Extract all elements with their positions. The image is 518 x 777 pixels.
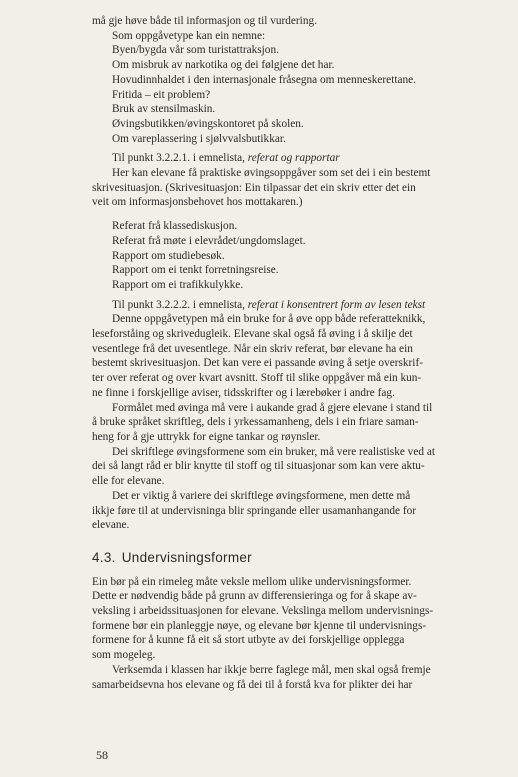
section-referat-konsentrert <box>92 298 502 533</box>
paragraph-line: formene for å kunne få eit så stort utbyte av dei forskjellige opplegga <box>92 634 405 647</box>
list-item: Referat frå møte i elevrådet/ungdomslaget. <box>112 234 306 247</box>
list-item: Om misbruk av narkotika og dei følgjene det har. <box>112 59 335 72</box>
section-number: 4.3. <box>92 549 116 565</box>
example-list-2 <box>92 219 502 293</box>
section-title: Undervisningsformer <box>121 549 252 565</box>
section-undervisningsformer <box>92 575 502 693</box>
paragraph-line: dei så langt råd er blir knytte til stoff og til situasjonar som kan vere aktu- <box>92 460 425 473</box>
list-item: Rapport om ei trafikkulykke. <box>112 278 244 291</box>
paragraph-line: ikkje føre til at undervisninga blir springande eller usamanhangande for <box>92 504 417 517</box>
list-item: Fritida – eit problem? <box>112 88 211 101</box>
list-item: Hovudinnhaldet i den internasjonale fråsegna om menneskerettane. <box>112 73 416 86</box>
paragraph-line: Dette er nødvendig både på grunn av differensieringa og for å skape av- <box>92 590 417 603</box>
paragraph-line: elevane. <box>92 519 130 532</box>
list-item: Bruk av stensilmaskin. <box>112 103 216 116</box>
paragraph-line: heng for å gje uttrykk for eigne tankar og røynsler. <box>92 430 321 443</box>
paragraph-line: skrivesituasjon. (Skrivesituasjon: Ein tilpassar det ein skriv etter det ein <box>92 181 416 194</box>
list-item: Referat frå klassediskusjon. <box>112 220 238 233</box>
paragraph-line: bestemt skrivesituasjon. Det kan vere ei passande øving å setje overskrif- <box>92 357 423 370</box>
paragraph-line: leseforståing og skrivedugleik. Elevane skal også få øving i å skilje det <box>92 328 413 341</box>
example-list-1 <box>92 29 502 147</box>
section-referat-rapportar <box>92 151 502 210</box>
section-lead <box>92 298 502 313</box>
paragraph-line: å bruke språket skriftleg, dels i yrkessamanheng, dels i ein friare saman- <box>92 416 419 429</box>
paragraph-line: Her kan elevane få praktiske øvingsoppgåver som set dei i ein bestemt <box>112 167 431 180</box>
paragraph-line: veksling i arbeidssituasjonen for elevane. Vekslinga mellom undervisnings- <box>92 605 434 618</box>
section-lead <box>92 151 502 166</box>
section-lead-italic: referat i konsentrert form av lesen tekst <box>247 298 426 311</box>
paragraph-line: veit om informasjonsbehovet hos mottakaren.) <box>92 196 303 209</box>
list-item: Øvingsbutikken/øvingskontoret på skolen. <box>112 117 304 130</box>
page-body <box>92 14 502 692</box>
paragraph-line: elle for elevane. <box>92 475 165 488</box>
intro-line: må gje høve både til informasjon og til vurdering. <box>92 15 317 27</box>
section-lead-prefix: Til punkt 3.2.2.1. i emnelista, <box>112 152 248 165</box>
paragraph-line: Formålet med øvinga må vere i aukande grad å gjere elevane i stand til <box>112 401 433 414</box>
paragraph-line: som mogeleg. <box>92 649 156 662</box>
paragraph-line: formene bør ein planleggje nøye, og elevane bør kjenne til undervisnings- <box>92 619 427 632</box>
paragraph-line: Verksemda i klassen har ikkje berre faglege mål, men skal også fremje <box>112 663 431 676</box>
section-heading <box>92 551 502 566</box>
paragraph-line: Ein bør på ein rimeleg måte veksle mellom ulike undervisningsformer. <box>92 575 412 588</box>
paragraph-line: Denne oppgåvetypen må ein bruke for å øve opp både referatteknikk, <box>112 313 426 326</box>
section-lead-italic: referat og rapportar <box>247 152 340 165</box>
list-item: Rapport om studiebesøk. <box>112 249 225 262</box>
list-item: Som oppgåvetype kan ein nemne: <box>112 29 266 42</box>
paragraph-line: vesentlege frå det uvesentlege. Når ein skriv referat, bør elevane ha ein <box>92 342 413 355</box>
paragraph-line: Det er viktig å variere dei skriftlege øvingsformene, men dette må <box>112 489 411 502</box>
page-number: 58 <box>96 748 108 762</box>
list-item: Rapport om ei tenkt forretningsreise. <box>112 264 279 277</box>
section-lead-prefix: Til punkt 3.2.2.2. i emnelista, <box>112 298 248 311</box>
list-item: Om vareplassering i sjølvvalsbutikkar. <box>112 132 286 145</box>
list-item: Byen/bygda vår som turistattraksjon. <box>112 44 279 57</box>
paragraph-line: Dei skriftlege øvingsformene som ein bruker, må vere realistiske ved at <box>112 445 435 458</box>
paragraph-line: ter over referat og over kvart avsnitt. Stoff til slike oppgåver må ein kun- <box>92 372 422 385</box>
paragraph-line: ne finne i forskjellige aviser, tidsskrifter og i lærebøker i andre fag. <box>92 386 395 399</box>
paragraph-line: samarbeidsevna hos elevane og få dei til å forstå kva for plikter dei har <box>92 678 413 691</box>
